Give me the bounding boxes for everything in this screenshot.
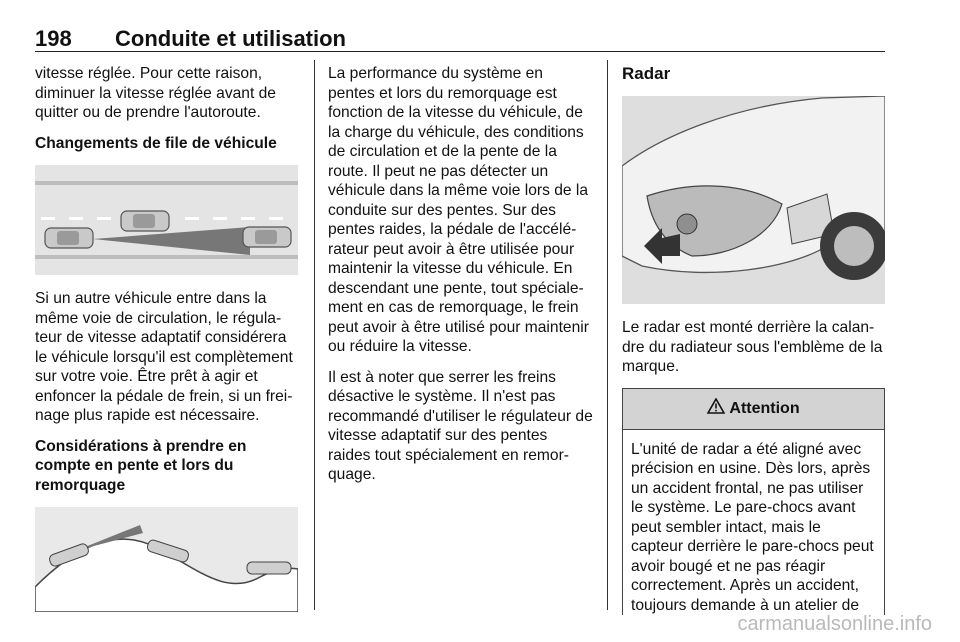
car-on-slope-3-icon: [247, 562, 291, 574]
lead-car-icon: [243, 227, 291, 247]
attention-box: [622, 388, 885, 616]
column-divider-2: [607, 60, 608, 610]
merging-car-icon: [121, 211, 169, 231]
radar-caption: Le radar est monté derrière la calan-dre du radiateur sous l'emblème de la marque.: [622, 319, 883, 375]
column-divider-1: [314, 60, 315, 610]
column-right: [622, 64, 887, 615]
radar-heading: Radar: [622, 64, 671, 83]
page-header: [35, 26, 885, 50]
page-number: 198: [35, 26, 72, 51]
column-left: [35, 64, 300, 626]
chapter-title: Conduite et utilisation: [115, 26, 346, 51]
radar-location-illustration: [622, 96, 885, 304]
attention-text: L'unité de radar a été aligné avec précision en usine. Dès lors, après un accident frontal, ne pas utiliser le système. Le pare-chocs avant peut sembler intact, mais le capteur derrière le pare-chocs peut avoir bougé et ne pas réagir correctement. Après un accident, toujours demande à un atelier de: [631, 440, 874, 614]
intro-paragraph: vitesse réglée. Pour cette raison, diminuer la vitesse réglée avant de quitter ou de prendre l'autoroute.: [35, 65, 276, 121]
column-middle: [328, 64, 593, 496]
brake-deactivation-paragraph: Il est à noter que serrer les freins désactive le système. Il n'est pas recommandé d'utiliser le régulateur de vitesse adaptatif sur des pentes raides tout spécialement en remor-quage.: [328, 368, 593, 483]
lane-change-paragraph: Si un autre véhicule entre dans la même voie de circulation, le régula-teur de vitesse adaptatif considérera le véhicule lorsqu'il est complètement sur votre voie. Être prêt à agir et enfoncer la pédale de frein, si un frei-nage plus rapide est nécessaire.: [35, 290, 293, 424]
own-car-icon: [45, 228, 93, 248]
lane-change-illustration: [35, 165, 298, 275]
watermark: carmanualsonline.info: [737, 613, 932, 635]
attention-label: Attention: [729, 399, 800, 417]
attention-header: [623, 389, 884, 430]
warning-triangle-icon: [707, 398, 725, 420]
slope-towing-heading: Considérations à prendre en compte en pente et lors du remorquage: [35, 437, 247, 494]
lane-change-heading: Changements de file de véhicule: [35, 134, 277, 152]
slope-driving-illustration: [35, 507, 298, 612]
slope-performance-paragraph: La performance du système en pentes et lors du remorquage est fonction de la vitesse du véhicule, de la charge du véhicule, des conditions de circulation et de la pente de la route. Il peut ne pas détecter un véhicule dans la même voie lors de la conduite sur des pentes. Sur des pentes raides, la pédale de l'accélé-rateur peut avoir à être utilisée pour maintenir la vitesse du véhicule. En descendant une pente, tout spéciale-ment en cas de remorquage, le frein peut avoir à être utilisé pour maintenir ou réduire la vitesse.: [328, 65, 589, 355]
header-rule: [35, 51, 885, 52]
